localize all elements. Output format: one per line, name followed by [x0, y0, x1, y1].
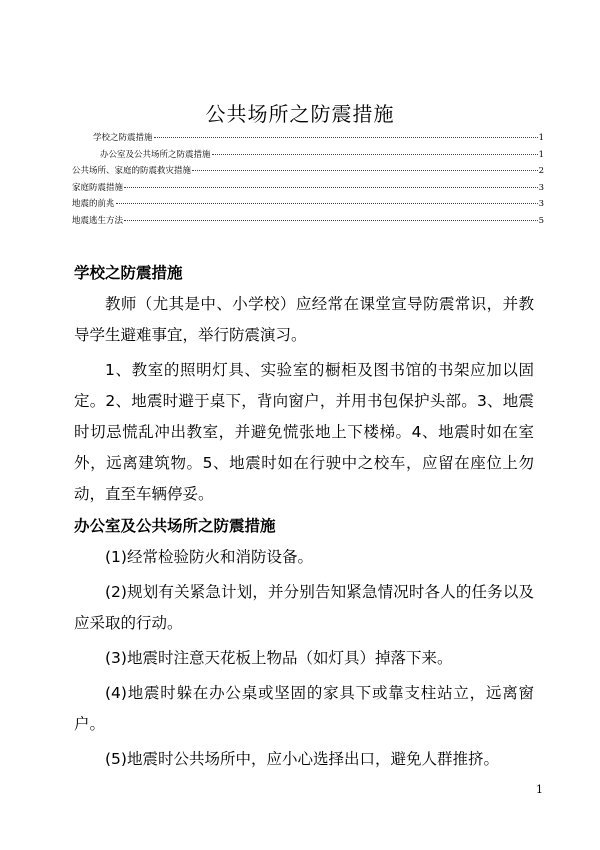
toc-entry-office[interactable] — [72, 148, 544, 165]
toc-dot-leader — [124, 220, 538, 221]
toc-entry-page: 1 — [538, 133, 544, 143]
document-body — [74, 262, 534, 775]
table-of-contents — [72, 131, 544, 230]
page-number: 1 — [536, 783, 543, 796]
toc-entry-page: 3 — [538, 182, 544, 193]
toc-entry-label: 地震逃生方法 — [72, 215, 124, 226]
toc-entry-page: 1 — [538, 149, 544, 160]
toc-entry-label: 地震的前兆 — [72, 199, 115, 209]
toc-entry-label: 家庭防震措施 — [72, 182, 124, 193]
toc-dot-leader — [124, 187, 538, 188]
toc-entry-school[interactable] — [72, 131, 544, 148]
list-item: (5)地震时公共场所中，应小心选择出口，避免人群推挤。 — [105, 750, 499, 768]
paragraph: 教师（尤其是中、小学校）应经常在课堂宣导防震常识，并教导学生避难事宜，举行防震演习。 — [74, 295, 534, 344]
toc-entry-page: 5 — [538, 215, 544, 226]
toc-entry-public-home[interactable] — [72, 164, 544, 181]
toc-entry-precursors[interactable] — [72, 197, 544, 214]
section-heading-school: 学校之防震措施 — [74, 264, 183, 282]
toc-entry-label: 公共场所、家庭的防震救灾措施 — [72, 166, 192, 176]
toc-entry-home[interactable] — [72, 181, 544, 198]
toc-entry-page: 2 — [538, 166, 544, 176]
document-title: 公共场所之防震措施 — [205, 102, 395, 126]
toc-entry-escape[interactable] — [72, 214, 544, 231]
toc-dot-leader — [212, 154, 538, 155]
paragraph: 1、教室的照明灯具、实验室的橱柜及图书馆的书架应加以固定。2、地震时避于桌下，背向窗户，并用书包保护头部。3、地震时切忌慌乱冲出教室，并避免慌张地上下楼梯。4、地震时如在室外，远离建筑物。5、地震时如在行驶中之校车，应留在座位上勿动，直至车辆停妥。 — [74, 361, 534, 503]
toc-dot-leader — [116, 203, 538, 204]
list-item: (3)地震时注意天花板上物品（如灯具）掉落下来。 — [105, 649, 453, 667]
toc-dot-leader — [192, 170, 538, 171]
section-heading-office: 办公室及公共场所之防震措施 — [74, 517, 276, 535]
toc-entry-page: 3 — [538, 199, 544, 209]
toc-dot-leader — [154, 137, 538, 138]
list-item: (1)经常检验防火和消防设备。 — [105, 548, 313, 566]
list-item: (4)地震时躲在办公桌或坚固的家具下或靠支柱站立，远离窗户。 — [74, 684, 534, 733]
toc-entry-label: 办公室及公共场所之防震措施 — [100, 149, 211, 160]
list-item: (2)规划有关紧急计划，并分别告知紧急情况时各人的任务以及应采取的行动。 — [74, 583, 534, 632]
toc-entry-label: 学校之防震措施 — [93, 133, 153, 143]
